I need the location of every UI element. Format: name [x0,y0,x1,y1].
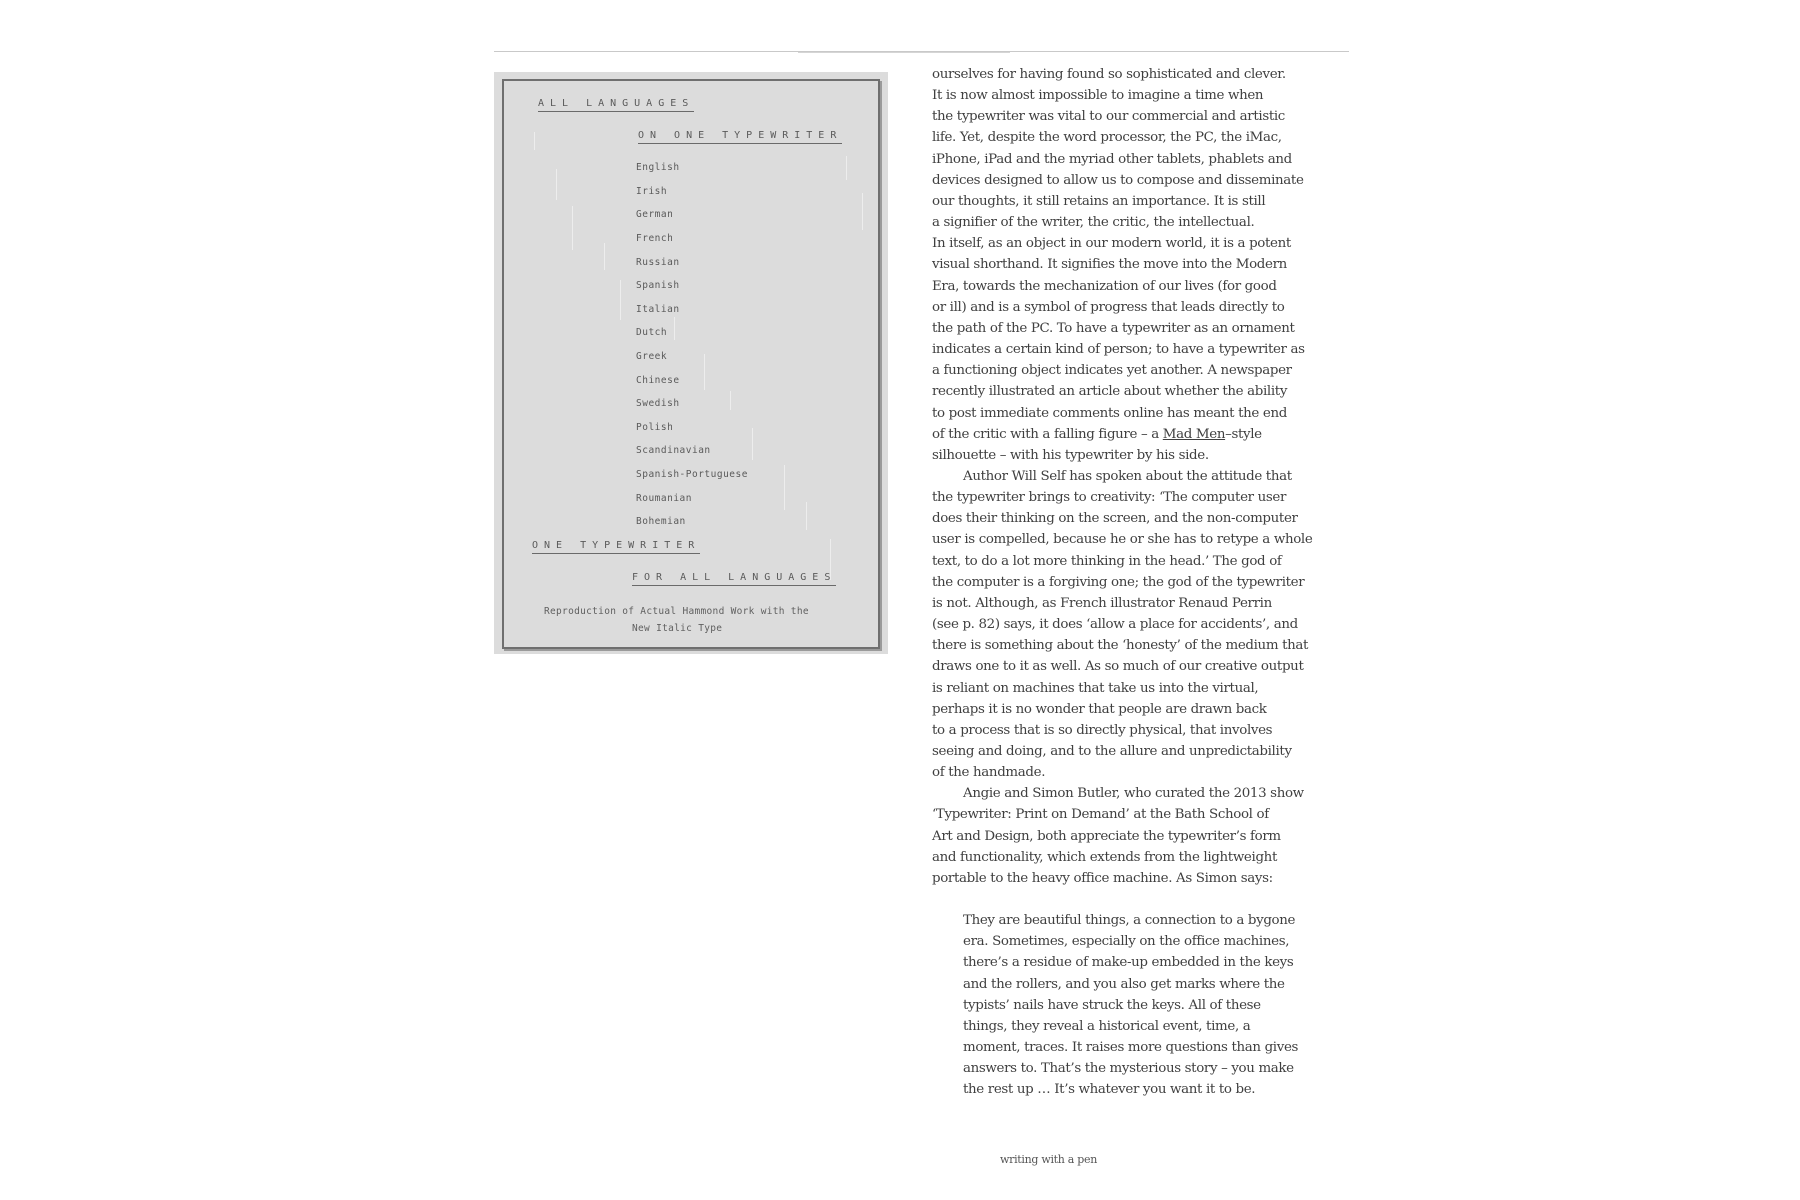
scan-streak [674,317,675,340]
language-item: Swedish [636,398,680,409]
text-line: to a process that is so directly physical, that involves [932,722,1273,738]
text-line: the typewriter was vital to our commercial and artistic [932,109,1285,125]
text-line: In itself, as an object in our modern world, it is a potent [932,236,1291,252]
text-line: ‘Typewriter: Print on Demand’ at the Bath School of [932,807,1269,823]
mad-men-title: Mad Men [1162,426,1226,442]
text-fragment: of the critic with a falling figure – a [932,426,1163,442]
language-item: Scandinavian [636,445,711,456]
specimen-caption-line-2: New Italic Type [632,623,723,634]
quote-line: and the rollers, and you also get marks where the [963,976,1285,992]
specimen-heading-all-languages: ALL LANGUAGES [538,98,694,112]
text-line: silhouette – with his typewriter by his side. [932,447,1209,463]
quote-line: moment, traces. It raises more questions than gives [963,1040,1299,1056]
text-line: a signifier of the writer, the critic, the intellectual. [932,215,1255,231]
language-item: English [636,162,680,173]
text-line: the path of the PC. To have a typewriter as an ornament [932,320,1295,336]
specimen-heading-one-typewriter: ONE TYPEWRITER [532,540,700,554]
text-line: the typewriter brings to creativity: ‘The computer user [932,490,1287,506]
text-line: (see p. 82) says, it does ‘allow a place for accidents’, and [932,617,1298,633]
text-line: is reliant on machines that take us into the virtual, [932,680,1259,696]
language-item: German [636,209,674,220]
quote-line: the rest up … It’s whatever you want it to be. [963,1082,1256,1098]
text-line: or ill) and is a symbol of progress that leads directly to [932,299,1285,315]
language-item: Greek [636,351,668,362]
language-item: French [636,233,674,244]
scan-streak [862,193,863,230]
scan-streak [846,156,847,180]
body-text-column [932,64,1352,1101]
scan-streak [556,169,557,200]
text-line: life. Yet, despite the word processor, the PC, the iMac, [932,130,1282,146]
specimen-frame [502,79,880,649]
quote-line: there’s a residue of make-up embedded in the keys [963,955,1294,971]
scan-streak [806,502,807,530]
scan-streak [752,428,753,460]
scan-streak [704,354,705,390]
text-line: seeing and doing, and to the allure and unpredictability [932,744,1292,759]
language-item: Italian [636,304,680,315]
text-line: there is something about the ‘honesty’ of the medium that [932,638,1309,654]
text-line-mad-men [932,424,1352,445]
language-item: Polish [636,422,674,433]
typewriter-specimen-image [494,72,888,654]
text-line: Author Will Self has spoken about the attitude that [963,468,1292,484]
text-line: user is compelled, because he or she has to retype a whole [932,532,1313,548]
text-line: our thoughts, it still retains an importance. It is still [932,193,1266,209]
text-line: does their thinking on the screen, and the non-computer [932,511,1298,527]
text-line: ourselves for having found so sophisticated and clever. [932,67,1286,82]
scan-streak [572,206,573,250]
language-item: Chinese [636,375,680,386]
text-line: perhaps it is no wonder that people are drawn back [932,701,1267,717]
text-line: of the handmade. [932,765,1046,781]
text-line: to post immediate comments online has meant the end [932,405,1287,421]
language-item: Dutch [636,327,668,338]
language-item: Spanish [636,280,680,291]
text-line: recently illustrated an article about whether the ability [932,384,1288,400]
text-line: Era, towards the mechanization of our lives (for good [932,278,1277,294]
language-item: Roumanian [636,493,692,504]
block-quote [932,910,1352,1100]
scan-streak [604,243,605,270]
text-line: Angie and Simon Butler, who curated the 2013 show [963,786,1304,802]
text-line: the computer is a forgiving one; the god of the typewriter [932,574,1305,590]
top-rule-accent [798,52,1010,53]
paragraph-1 [932,64,1352,466]
text-fragment: –style [1225,426,1262,442]
text-line: indicates a certain kind of person; to have a typewriter as [932,342,1305,358]
scan-streak [620,280,621,320]
text-line: Art and Design, both appreciate the typewriter’s form [932,828,1281,844]
text-line: portable to the heavy office machine. As Simon says: [932,870,1273,886]
language-item: Spanish-Portuguese [636,469,748,480]
text-line: a functioning object indicates yet another. A newspaper [932,363,1292,379]
quote-line: era. Sometimes, especially on the office machines, [963,934,1290,950]
scan-streak [534,132,535,150]
text-line: It is now almost impossible to imagine a time when [932,88,1264,104]
paragraph-2 [932,466,1352,783]
quote-line: typists’ nails have struck the keys. All of these [963,997,1261,1013]
text-line: devices designed to allow us to compose and disseminate [932,172,1304,188]
scan-streak [730,391,731,410]
text-line: draws one to it as well. As so much of our creative output [932,659,1304,675]
text-line: and functionality, which extends from the lightweight [932,849,1277,865]
scan-streak [784,465,785,510]
language-item: Bohemian [636,516,686,527]
quote-line: They are beautiful things, a connection to a bygone [963,913,1296,929]
specimen-caption-line-1: Reproduction of Actual Hammond Work with the [544,606,809,617]
running-footer: writing with a pen [1000,1153,1097,1166]
text-line: is not. Although, as French illustrator Renaud Perrin [932,595,1272,611]
quote-line: answers to. That’s the mysterious story – you make [963,1061,1294,1077]
specimen-heading-on-one-typewriter: ON ONE TYPEWRITER [638,130,842,144]
language-item: Irish [636,186,668,197]
text-line: text, to do a lot more thinking in the head.’ The god of [932,553,1282,569]
text-line: visual shorthand. It signifies the move into the Modern [932,257,1287,273]
specimen-heading-for-all-languages: FOR ALL LANGUAGES [632,572,836,586]
language-item: Russian [636,257,680,268]
text-line: iPhone, iPad and the myriad other tablets, phablets and [932,151,1292,167]
paragraph-3 [932,783,1352,889]
quote-line: things, they reveal a historical event, time, a [963,1018,1251,1034]
